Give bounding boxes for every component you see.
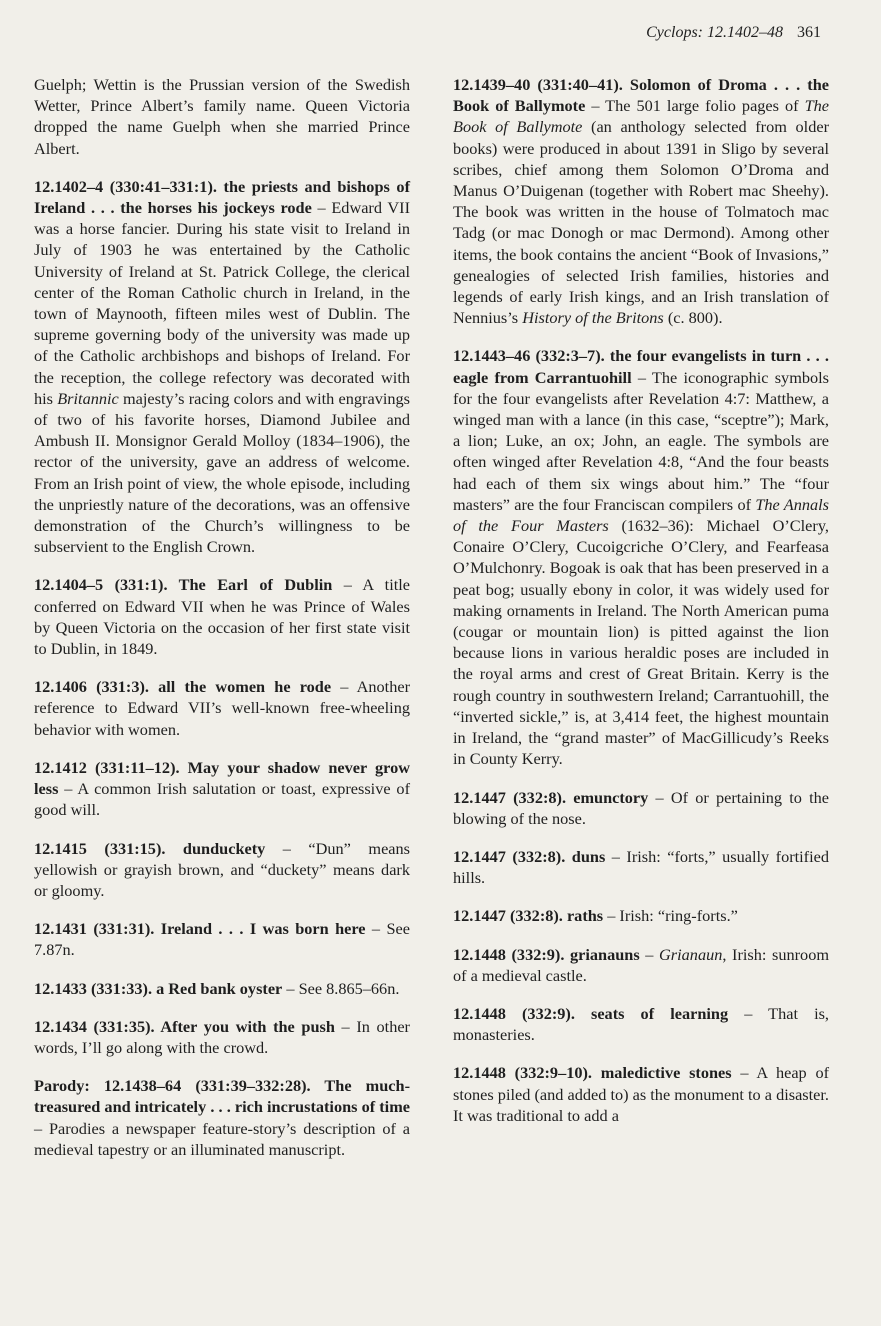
entry-heading: 12.1404–5 (331:1). The Earl of Dublin: [34, 575, 333, 595]
entry-12-1439: 12.1439–40 (331:40–41). Solomon of Droma . . . the Book of Ballymote – The 501 large folio pages of The Book of Ballymote (an anthology selected from older books) were produced in about 1391 in Sligo by several scribes, chief among them Solomon O’Droma and Manus O’Duigenan (together with Robert mac Sheehy). The book was written in the house of Tolmatoch mac Tadg (or mac Donogh or mac Dermond). Among other items, the book contains the ancient “Book of Invasions,” genealogies of selected Irish families, histories and legends of early Irish kings, and an Irish translation of Nennius’s History of the Britons (c. 800).: [453, 75, 829, 328]
entry-heading: 12.1448 (332:9–10). maledictive stones: [453, 1063, 732, 1083]
entry-heading: 12.1402–4 (330:41–331:1). the priests and bishops of Ireland . . . the horses his jockeys rode: [34, 176, 410, 218]
entry-heading: 12.1433 (331:33). a Red bank oyster: [34, 978, 283, 998]
entry-heading: 12.1448 (332:9). seats of learning: [453, 1003, 729, 1023]
left-column: [34, 74, 410, 1177]
entry-heading: 12.1447 (332:8). emunctory: [453, 787, 649, 807]
entry-heading: 12.1443–46 (332:3–7). the four evangelists in turn . . . eagle from Carrantuohill: [453, 346, 829, 387]
entry-12-1443: 12.1443–46 (332:3–7). the four evangelists in turn . . . eagle from Carrantuohill – The iconographic symbols for the four evangelists after Revelation 4:7: Matthew, a winged man with a lance (in this case, “sceptre”); Mark, a lion; Luke, an ox; John, an eagle. The symbols are often winged after Revelation 4:8, “And the four beasts had each of them six wings about him.” The “four masters” are the four Franciscan compilers of The Annals of the Four Masters (1632–36): Michael O’Clery, Conaire O’Clery, Cucoigcriche O’Clery, and Fearfeasa O’Mulchonry. Bogoak is oak that has been preserved in a peat bog; usually ebony in color, it was widely used for making ornaments in Ireland. The North American puma (cougar or mountain lion) is pitted against the lion because lions in various heraldic poses are included in the royal arms and crest of Great Britain. Kerry is the rough country in southwestern Ireland; Carrantuohill, the “inverted sickle,” is, at 3,414 feet, the highest mountain in Ireland, the “grand master” of MacGillicudy’s Reeks in County Kerry.: [453, 346, 829, 769]
entry-heading: 12.1406 (331:3). all the women he rode: [34, 677, 332, 697]
entry-12-1448-stones: 12.1448 (332:9–10). maledictive stones – A heap of stones piled (and added to) as the monument to a disaster. It was traditional to add a: [453, 1063, 830, 1125]
entry-12-1447-raths: 12.1447 (332:8). raths – Irish: “ring-forts.”: [453, 906, 738, 926]
entry-heading: 12.1447 (332:8). duns: [453, 846, 606, 866]
entry-12-1448-seats: 12.1448 (332:9). seats of learning – That is, monasteries.: [453, 1003, 829, 1045]
entry-heading: Parody: 12.1438–64 (331:39–332:28). The much-treasured and intricately . . . rich incrustations of time: [34, 1076, 410, 1117]
entry-continuation: Guelph; Wettin is the Prussian version of the Swedish Wetter, Prince Albert’s family name. Queen Victoria dropped the name Guelph when she married Prince Albert.: [34, 75, 410, 158]
entry-12-1412: 12.1412 (331:11–12). May your shadow never grow less – A common Irish salutation or toast, expressive of good will.: [34, 757, 410, 820]
entry-12-1431: 12.1431 (331:31). Ireland . . . I was born here – See 7.87n.: [34, 919, 410, 960]
entry-12-1406: 12.1406 (331:3). all the women he rode – Another reference to Edward VII’s well-known free-wheeling behavior with women.: [34, 677, 410, 739]
entry-12-1434: 12.1434 (331:35). After you with the push – In other words, I’ll go along with the crowd.: [34, 1016, 410, 1057]
entry-heading: 12.1447 (332:8). raths: [453, 906, 604, 926]
entry-heading: 12.1434 (331:35). After you with the push: [34, 1016, 335, 1036]
entry-heading: 12.1448 (332:9). grianauns: [453, 944, 640, 964]
entry-12-1404: 12.1404–5 (331:1). The Earl of Dublin – A title conferred on Edward VII when he was Prince of Wales by Queen Victoria on the occasion of her first state visit to Dublin, in 1849.: [34, 575, 410, 659]
page-number: 361: [797, 24, 821, 41]
entry-heading: 12.1431 (331:31). Ireland . . . I was born here: [34, 919, 366, 939]
entry-parody-12-1438: Parody: 12.1438–64 (331:39–332:28). The much-treasured and intricately . . . rich incrustations of time – Parodies a newspaper feature-story’s description of a medieval tapestry or an illuminated manuscript.: [34, 1076, 410, 1159]
entry-heading: 12.1412 (331:11–12). May your shadow never grow less: [34, 757, 410, 799]
entry-heading: 12.1439–40 (331:40–41). Solomon of Droma . . . the Book of Ballymote: [453, 75, 829, 116]
entry-12-1402: 12.1402–4 (330:41–331:1). the priests and bishops of Ireland . . . the horses his jockeys rode – Edward VII was a horse fancier. During his state visit to Ireland in July of 1903 he was entertained by the Catholic University of Ireland at St. Patrick College, the clerical center of the Roman Catholic church in Ireland, in the town of Maynooth, fifteen miles west of Dublin. The supreme governing body of the university was made up of the Catholic archbishops and bishops of Ireland. For the reception, the college refectory was decorated with his Britannic majesty’s racing colors and with engravings of two of his favorite horses, Diamond Jubilee and Ambush II. Monsignor Gerald Molloy (1834–1906), the rector of the university, gave an address of welcome. From an Irish point of view, the whole episode, including the unpriestly nature of the decorations, was an offensive demonstration of the Church’s willingness to be subservient to the English Crown.: [34, 176, 410, 557]
entry-12-1415: 12.1415 (331:15). dunduckety – “Dun” means yellowish or grayish brown, and “duckety” means dark or gloomy.: [34, 838, 410, 900]
entry-heading: 12.1415 (331:15). dunduckety: [34, 838, 266, 858]
entry-12-1447-emunctory: 12.1447 (332:8). emunctory – Of or pertaining to the blowing of the nose.: [453, 787, 829, 828]
entry-12-1447-duns: 12.1447 (332:8). duns – Irish: “forts,” usually fortified hills.: [453, 846, 829, 888]
entry-12-1433: 12.1433 (331:33). a Red bank oyster – See 8.865–66n.: [34, 978, 400, 998]
running-header: [646, 24, 821, 42]
right-column: [453, 74, 829, 1143]
entry-12-1448-grianauns: 12.1448 (332:9). grianauns – Grianaun, Irish: sunroom of a medieval castle.: [453, 944, 829, 985]
running-title: Cyclops: 12.1402–48: [646, 24, 783, 41]
